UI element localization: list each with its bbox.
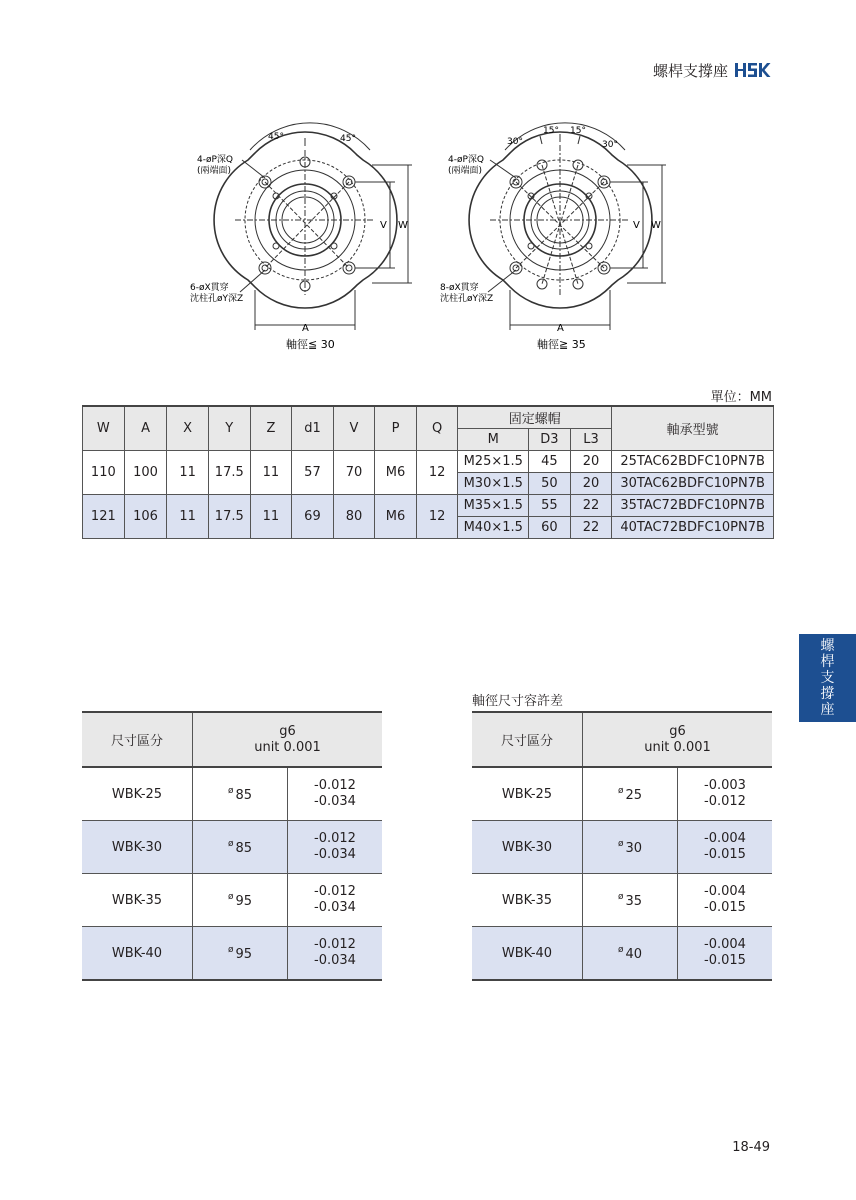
phi-symbol: ø — [227, 891, 234, 902]
cell-x: 11 — [167, 495, 209, 539]
drawing-shaft-ge-35 — [430, 120, 670, 360]
angle-label: 15° — [570, 126, 586, 136]
upper-deviation: -0.003 — [704, 778, 746, 793]
lower-deviation: -0.034 — [314, 900, 356, 915]
col-header-x: X — [167, 406, 209, 451]
diameter-value: 30 — [625, 840, 643, 856]
col-header-size: 尺寸區分 — [82, 712, 193, 767]
col-header-v: V — [333, 406, 375, 451]
dim-w-label: W — [398, 220, 408, 231]
phi-symbol: ø — [227, 944, 234, 955]
upper-deviation: -0.012 — [314, 884, 356, 899]
g6-label: g6 — [279, 723, 296, 739]
diameter-value: 95 — [235, 946, 253, 962]
col-header-z: Z — [250, 406, 292, 451]
through-note: 沈柱孔øY深Z — [190, 294, 244, 304]
phi-symbol: ø — [617, 785, 624, 796]
table-row — [472, 874, 772, 927]
cell-z: 11 — [250, 451, 292, 495]
side-tab-label: 螺桿支撐座 — [820, 638, 835, 718]
cell-a: 100 — [124, 451, 167, 495]
cell-x: 11 — [167, 451, 209, 495]
section-side-tab[interactable] — [799, 634, 856, 722]
dimension-table — [82, 405, 774, 539]
phi-symbol: ø — [617, 838, 624, 849]
cell-p: M6 — [375, 495, 417, 539]
cell-diameter — [193, 927, 288, 981]
lower-deviation: -0.034 — [314, 953, 356, 968]
cell-diameter — [583, 821, 678, 874]
cell-size: WBK-35 — [472, 874, 583, 927]
page-number: 18-49 — [732, 1140, 770, 1155]
table-row — [472, 767, 772, 821]
col-header-size: 尺寸區分 — [472, 712, 583, 767]
diameter-value: 85 — [235, 787, 253, 803]
dim-v-label: V — [380, 220, 387, 231]
tolerance-table-shaft — [472, 711, 772, 981]
phi-symbol: ø — [227, 838, 234, 849]
diameter-value: 25 — [625, 787, 643, 803]
angle-label: 15° — [543, 126, 559, 136]
cell-d3: 55 — [529, 495, 571, 517]
table-row — [83, 495, 774, 517]
cell-size: WBK-40 — [82, 927, 193, 981]
col-header-w: W — [83, 406, 125, 451]
diameter-value: 35 — [625, 893, 643, 909]
col-header-q: Q — [416, 406, 458, 451]
upper-deviation: -0.004 — [704, 884, 746, 899]
cell-size: WBK-40 — [472, 927, 583, 981]
col-header-g6 — [583, 712, 773, 767]
angle-label: 45° — [268, 132, 284, 142]
cell-diameter — [193, 821, 288, 874]
cell-w: 110 — [83, 451, 125, 495]
diameter-value: 40 — [625, 946, 643, 962]
table-row — [82, 767, 382, 821]
hole-note: 4-øP深Q — [197, 155, 233, 165]
col-header-m: M — [458, 429, 529, 451]
cell-m: M25×1.5 — [458, 451, 529, 473]
phi-symbol: ø — [227, 785, 234, 796]
g6-unit-label: unit 0.001 — [254, 739, 321, 755]
cell-size: WBK-30 — [472, 821, 583, 874]
upper-deviation: -0.004 — [704, 937, 746, 952]
page-header-title: 螺桿支撐座 — [652, 62, 728, 80]
cell-p: M6 — [375, 451, 417, 495]
cell-y: 17.5 — [208, 451, 250, 495]
dim-v-label: V — [633, 220, 640, 231]
cell-size: WBK-35 — [82, 874, 193, 927]
cell-tolerance — [288, 927, 383, 981]
cell-bearing: 40TAC72BDFC10PN7B — [612, 517, 774, 539]
drawing-caption: 軸徑≦ 30 — [286, 338, 335, 351]
col-header-g6 — [193, 712, 383, 767]
table-row — [82, 821, 382, 874]
drawing-shaft-le-30 — [180, 120, 420, 360]
angle-label: 45° — [340, 134, 356, 144]
col-header-d1: d1 — [292, 406, 334, 451]
cell-tolerance — [678, 874, 773, 927]
dim-a-label: A — [302, 323, 309, 334]
hole-note: (兩端面) — [448, 166, 483, 176]
cell-size: WBK-25 — [472, 767, 583, 821]
tolerance-caption: 軸徑尺寸容許差 — [472, 694, 564, 709]
lower-deviation: -0.034 — [314, 847, 356, 862]
through-note: 8-øX貫穿 — [440, 283, 479, 293]
through-note: 6-øX貫穿 — [190, 283, 229, 293]
lower-deviation: -0.034 — [314, 794, 356, 809]
cell-d1: 57 — [292, 451, 334, 495]
col-header-l3: L3 — [570, 429, 612, 451]
col-header-d3: D3 — [529, 429, 571, 451]
cell-m: M30×1.5 — [458, 473, 529, 495]
cell-v: 80 — [333, 495, 375, 539]
lower-deviation: -0.015 — [704, 953, 746, 968]
diameter-value: 85 — [235, 840, 253, 856]
table-row — [472, 821, 772, 874]
cell-q: 12 — [416, 495, 458, 539]
lower-deviation: -0.012 — [704, 794, 746, 809]
table-row — [83, 451, 774, 473]
cell-m: M35×1.5 — [458, 495, 529, 517]
drawing-caption: 軸徑≧ 35 — [537, 338, 586, 351]
cell-a: 106 — [124, 495, 167, 539]
table-row — [82, 874, 382, 927]
cell-y: 17.5 — [208, 495, 250, 539]
dim-a-label: A — [557, 323, 564, 334]
angle-label: 30° — [602, 140, 618, 150]
table-row — [82, 927, 382, 981]
cell-tolerance — [288, 821, 383, 874]
cell-diameter — [583, 767, 678, 821]
cell-tolerance — [678, 927, 773, 981]
upper-deviation: -0.012 — [314, 831, 356, 846]
cell-bearing: 35TAC72BDFC10PN7B — [612, 495, 774, 517]
cell-diameter — [583, 927, 678, 981]
g6-label: g6 — [669, 723, 686, 739]
cell-bearing: 25TAC62BDFC10PN7B — [612, 451, 774, 473]
cell-tolerance — [288, 874, 383, 927]
cell-l3: 22 — [570, 517, 612, 539]
hole-note: (兩端面) — [197, 166, 232, 176]
col-header-bearing: 軸承型號 — [612, 406, 774, 451]
cell-tolerance — [678, 767, 773, 821]
cell-d3: 45 — [529, 451, 571, 473]
dim-w-label: W — [651, 220, 661, 231]
cell-tolerance — [678, 821, 773, 874]
phi-symbol: ø — [617, 891, 624, 902]
hole-note: 4-øP深Q — [448, 155, 484, 165]
angle-label: 30° — [507, 137, 523, 147]
cell-size: WBK-25 — [82, 767, 193, 821]
cell-v: 70 — [333, 451, 375, 495]
cell-q: 12 — [416, 451, 458, 495]
upper-deviation: -0.004 — [704, 831, 746, 846]
unit-label: 單位：MM — [710, 390, 772, 405]
col-header-p: P — [375, 406, 417, 451]
cell-d3: 60 — [529, 517, 571, 539]
cell-diameter — [583, 874, 678, 927]
cell-size: WBK-30 — [82, 821, 193, 874]
cell-d3: 50 — [529, 473, 571, 495]
table-row — [472, 927, 772, 981]
cell-l3: 20 — [570, 473, 612, 495]
phi-symbol: ø — [617, 944, 624, 955]
cell-d1: 69 — [292, 495, 334, 539]
cell-diameter — [193, 767, 288, 821]
through-note: 沈柱孔øY深Z — [440, 294, 494, 304]
cell-bearing: 30TAC62BDFC10PN7B — [612, 473, 774, 495]
cell-w: 121 — [83, 495, 125, 539]
lower-deviation: -0.015 — [704, 847, 746, 862]
lower-deviation: -0.015 — [704, 900, 746, 915]
tolerance-table-housing — [82, 711, 382, 981]
diameter-value: 95 — [235, 893, 253, 909]
col-header-y: Y — [208, 406, 250, 451]
col-header-nut-group: 固定螺帽 — [458, 406, 612, 429]
g6-unit-label: unit 0.001 — [644, 739, 711, 755]
cell-tolerance — [288, 767, 383, 821]
cell-diameter — [193, 874, 288, 927]
cell-m: M40×1.5 — [458, 517, 529, 539]
cell-l3: 20 — [570, 451, 612, 473]
cell-z: 11 — [250, 495, 292, 539]
cell-l3: 22 — [570, 495, 612, 517]
upper-deviation: -0.012 — [314, 778, 356, 793]
upper-deviation: -0.012 — [314, 937, 356, 952]
col-header-a: A — [124, 406, 167, 451]
hsk-logo — [733, 60, 773, 80]
